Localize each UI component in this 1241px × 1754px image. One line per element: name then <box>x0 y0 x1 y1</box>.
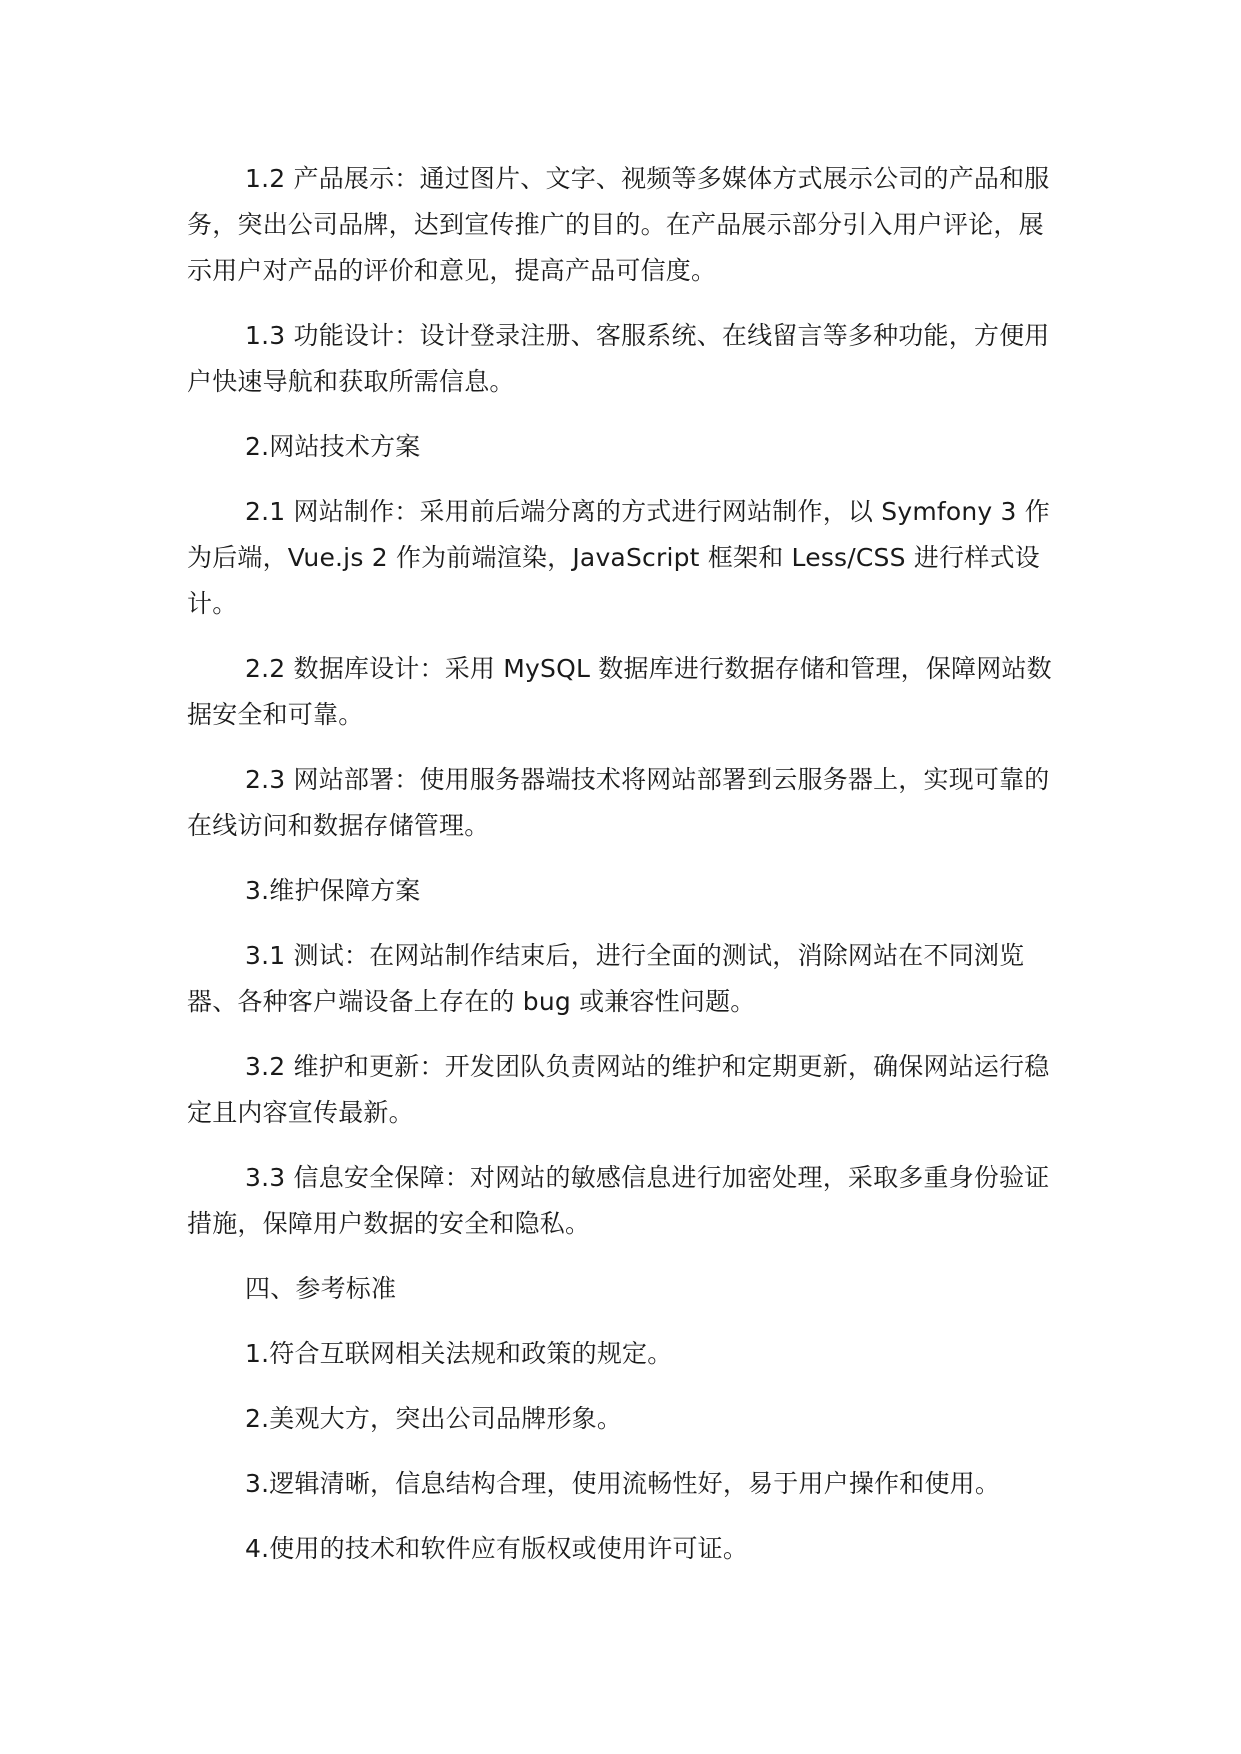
paragraph-1-3-function-design: 1.3 功能设计：设计登录注册、客服系统、在线留言等多种功能，方便用户快速导航和获取所需信息。 <box>187 321 1050 396</box>
paragraph-2-1-website-build: 2.1 网站制作：采用前后端分离的方式进行网站制作，以 Symfony 3 作为后端，Vue.js 2 作为前端渲染，JavaScript 框架和 Less/CSS 进行样式设计。 <box>187 497 1051 618</box>
paragraph-3-1-testing: 3.1 测试：在网站制作结束后，进行全面的测试，消除网站在不同浏览器、各种客户端设备上存在的 bug 或兼容性问题。 <box>187 941 1025 1016</box>
standard-item-1: 1.符合互联网相关法规和政策的规定。 <box>245 1339 673 1368</box>
paragraph-3-2-maintenance-update: 3.2 维护和更新：开发团队负责网站的维护和定期更新，确保网站运行稳定且内容宣传最新。 <box>187 1052 1050 1127</box>
section-heading-reference-standards: 四、参考标准 <box>245 1274 397 1303</box>
document-body <box>187 156 1067 1591</box>
standard-item-2: 2.美观大方，突出公司品牌形象。 <box>245 1404 623 1433</box>
paragraph-2-2-database-design: 2.2 数据库设计：采用 MySQL 数据库进行数据存储和管理，保障网站数据安全和可靠。 <box>187 654 1052 729</box>
paragraph-1-2-product-display: 1.2 产品展示：通过图片、文字、视频等多媒体方式展示公司的产品和服务，突出公司品牌，达到宣传推广的目的。在产品展示部分引入用户评论，展示用户对产品的评价和意见，提高产品可信度。 <box>187 164 1050 285</box>
standard-item-4: 4.使用的技术和软件应有版权或使用许可证。 <box>245 1534 749 1563</box>
paragraph-2-3-website-deploy: 2.3 网站部署：使用服务器端技术将网站部署到云服务器上，实现可靠的在线访问和数据存储管理。 <box>187 765 1050 840</box>
section-heading-maintenance-plan: 3.维护保障方案 <box>245 876 421 905</box>
standard-item-3: 3.逻辑清晰，信息结构合理，使用流畅性好，易于用户操作和使用。 <box>245 1469 1001 1498</box>
paragraph-3-3-info-security: 3.3 信息安全保障：对网站的敏感信息进行加密处理，采取多重身份验证措施，保障用户数据的安全和隐私。 <box>187 1163 1050 1238</box>
section-heading-website-tech-plan: 2.网站技术方案 <box>245 432 421 461</box>
